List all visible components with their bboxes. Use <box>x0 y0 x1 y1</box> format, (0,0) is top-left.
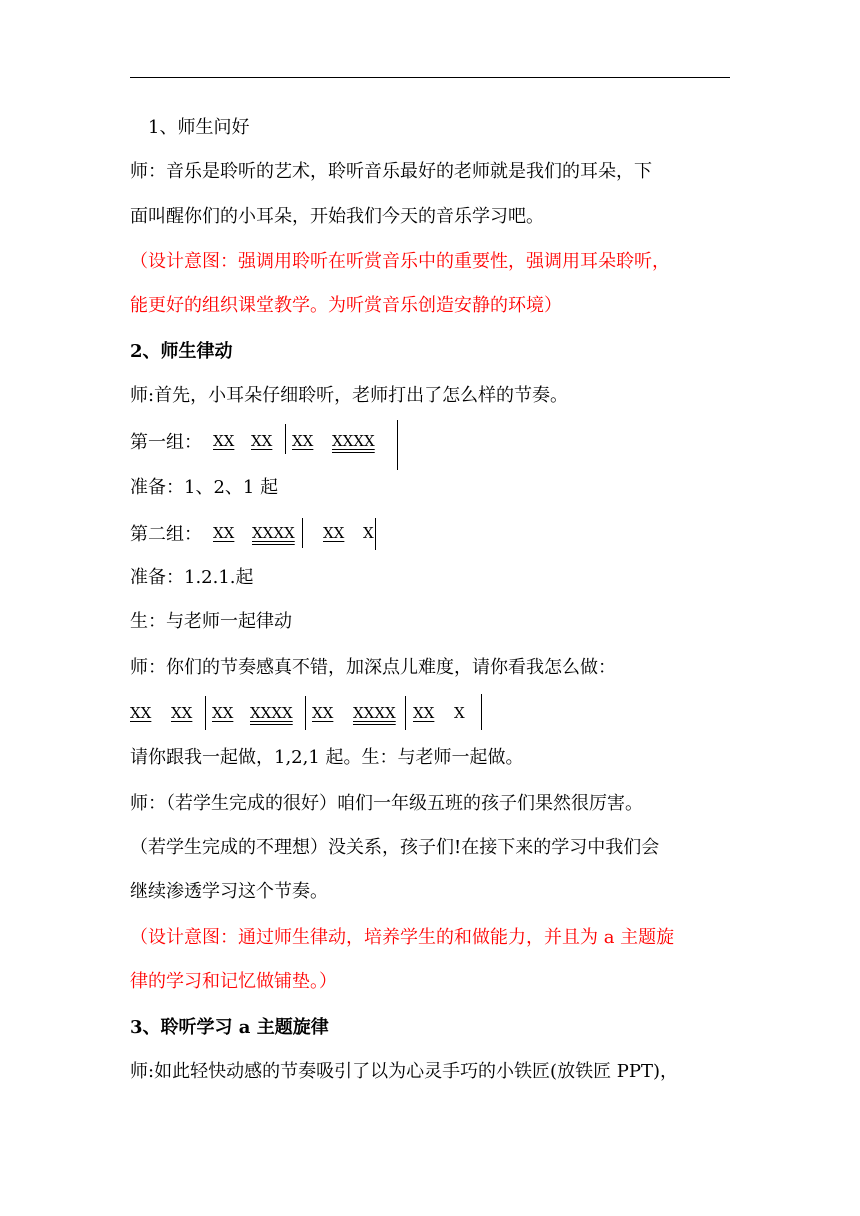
rhythm-label: 第二组： <box>130 524 202 545</box>
bar-line <box>205 696 206 730</box>
rhythm-group-2 <box>130 512 730 552</box>
design-note-line: 律的学习和记忆做铺垫。） <box>130 971 337 992</box>
bar-line <box>405 696 406 730</box>
rhythm-label: 第一组： <box>130 432 202 453</box>
rhythm-note: XX <box>171 704 193 722</box>
paragraph-line: 面叫醒你们的小耳朵，开始我们今天的音乐学习吧。 <box>130 206 544 227</box>
bar-line <box>481 694 482 730</box>
paragraph-line: 师:如此轻快动感的节奏吸引了以为心灵手巧的小铁匠(放铁匠 PPT)， <box>130 1061 679 1082</box>
section-2-heading: 2、师生律动 <box>130 341 233 362</box>
rhythm-note: XX <box>212 704 234 722</box>
bar-line <box>302 518 303 548</box>
paragraph-line: 准备：1、2、1 起 <box>130 477 279 498</box>
paragraph-line: 生：与老师一起律动 <box>130 611 292 632</box>
design-note-line: 能更好的组织课堂教学。为听赏音乐创造安静的环境） <box>130 295 562 316</box>
rhythm-note: XX <box>213 524 235 542</box>
paragraph-line: 继续渗透学习这个节奏。 <box>130 881 328 902</box>
rhythm-note: XX <box>323 524 345 542</box>
rhythm-note: XX <box>251 432 273 450</box>
design-note-line: （设计意图：通过师生律动，培养学生的和做能力，并且为 a 主题旋 <box>130 927 675 948</box>
rhythm-group-3 <box>130 692 730 732</box>
rhythm-note: XX <box>292 432 314 450</box>
bar-line <box>305 696 306 730</box>
rhythm-note: XXXX <box>252 524 295 542</box>
paragraph-line: 师：你们的节奏感真不错，加深点儿难度，请你看我怎么做： <box>130 657 616 678</box>
paragraph-line: （若学生完成的不理想）没关系，孩子们!在接下来的学习中我们会 <box>130 837 660 858</box>
rhythm-note: XX <box>413 704 435 722</box>
rhythm-note: XX <box>312 704 334 722</box>
rhythm-note: X <box>363 524 374 542</box>
design-note-line: （设计意图：强调用聆听在听赏音乐中的重要性，强调用耳朵聆听， <box>130 251 670 272</box>
section-3-heading: 3、聆听学习 a 主题旋律 <box>130 1017 329 1038</box>
rhythm-group-1 <box>130 420 730 460</box>
bar-line <box>375 518 376 550</box>
rhythm-note: X <box>454 704 465 722</box>
paragraph-line: 请你跟我一起做，1,2,1 起。生：与老师一起做。 <box>130 747 524 768</box>
section-1-heading: 1、师生问好 <box>148 117 250 138</box>
bar-line <box>285 424 286 454</box>
paragraph-line: 师:首先，小耳朵仔细聆听，老师打出了怎么样的节奏。 <box>130 385 569 406</box>
rhythm-note: XXXX <box>353 704 396 722</box>
rhythm-note: XX <box>213 432 235 450</box>
rhythm-note: XX <box>130 704 152 722</box>
bar-line <box>397 420 398 470</box>
rhythm-note: XXXX <box>332 432 375 450</box>
header-rule <box>130 77 730 78</box>
paragraph-line: 师：音乐是聆听的艺术，聆听音乐最好的老师就是我们的耳朵，下 <box>130 161 652 182</box>
rhythm-note: XXXX <box>250 704 293 722</box>
paragraph-line: 准备：1.2.1.起 <box>130 567 254 588</box>
paragraph-line: 师：（若学生完成的很好）咱们一年级五班的孩子们果然很厉害。 <box>130 793 643 814</box>
